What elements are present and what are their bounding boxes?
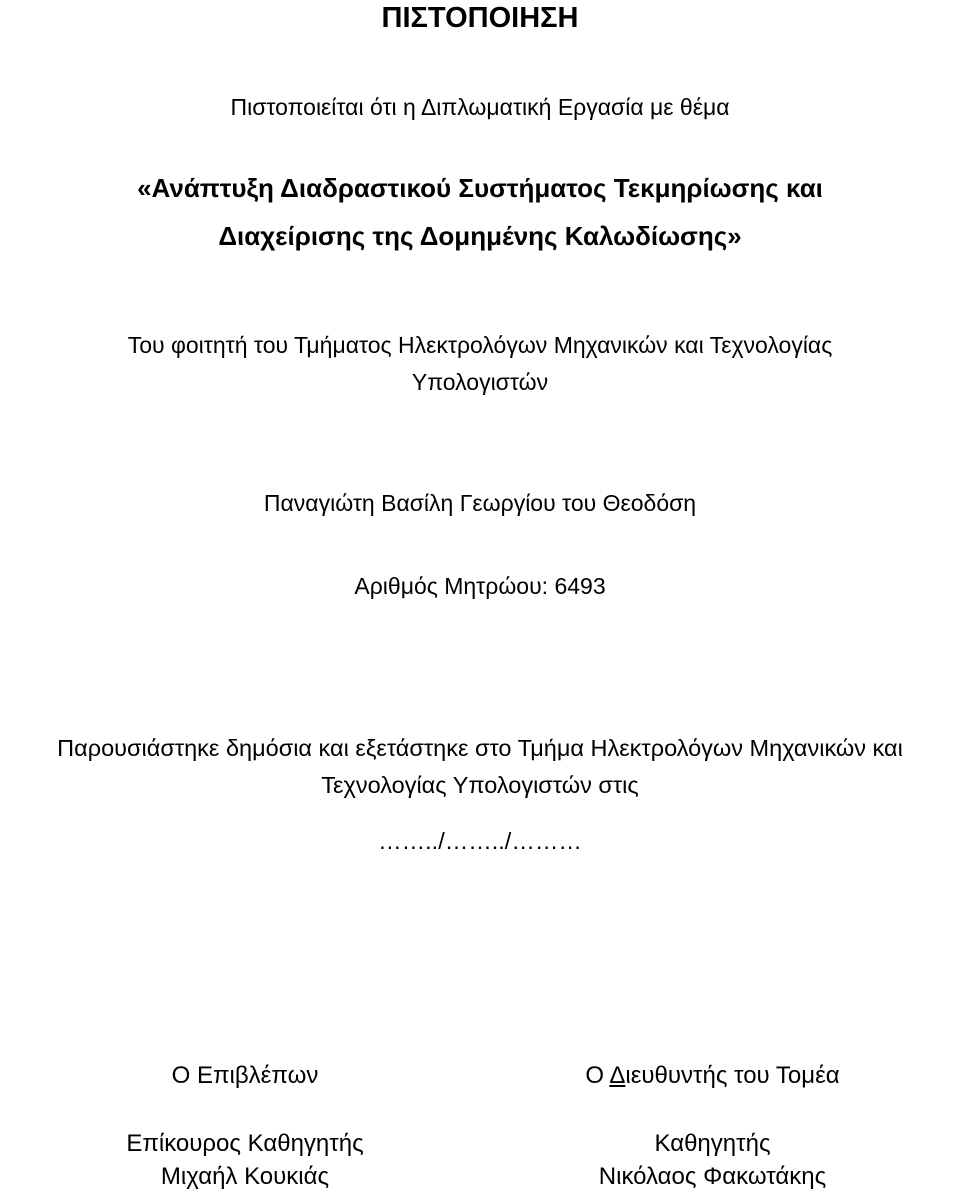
- department-line-2: Υπολογιστών: [411, 369, 549, 395]
- presented-line-2: Τεχνολογίας Υπολογιστών στις: [321, 772, 639, 798]
- director-name: Νικόλαος Φακωτάκης: [598, 1163, 827, 1190]
- director-rank: Καθηγητής: [654, 1130, 771, 1157]
- supervisor-name: Μιχαήλ Κουκιάς: [160, 1163, 330, 1190]
- director-role-underlined: Δ: [609, 1062, 626, 1089]
- thesis-title-line-1: «Ανάπτυξη Διαδραστικού Συστήματος Τεκμηρίωσης και: [137, 173, 823, 203]
- director-role-suffix: ιευθυντής του Τομέα: [625, 1062, 840, 1089]
- student-name: Παναγιώτη Βασίλη Γεωργίου του Θεοδόση: [263, 490, 697, 516]
- presented-line-1: Παρουσιάστηκε δημόσια και εξετάστηκε στο Τμήμα Ηλεκτρολόγων Μηχανικών και: [57, 735, 903, 761]
- thesis-title-line-2: Διαχείρισης της Δομημένης Καλωδίωσης»: [218, 221, 742, 251]
- registration-number: Αριθμός Μητρώου: 6493: [354, 573, 606, 599]
- supervisor-rank: Επίκουρος Καθηγητής: [126, 1130, 364, 1157]
- supervisor-role: Ο Επιβλέπων: [171, 1062, 319, 1089]
- document-heading: ΠΙΣΤΟΠΟΙΗΣΗ: [381, 2, 579, 34]
- department-line-1: Του φοιτητή του Τμήματος Ηλεκτρολόγων Μηχανικών και Τεχνολογίας: [127, 332, 833, 358]
- date-blank: ……../……../………: [378, 828, 582, 854]
- director-role-prefix: Ο: [585, 1062, 610, 1089]
- director-role: [555, 1064, 870, 1088]
- intro-text: Πιστοποιείται ότι η Διπλωματική Εργασία με θέμα: [230, 94, 730, 120]
